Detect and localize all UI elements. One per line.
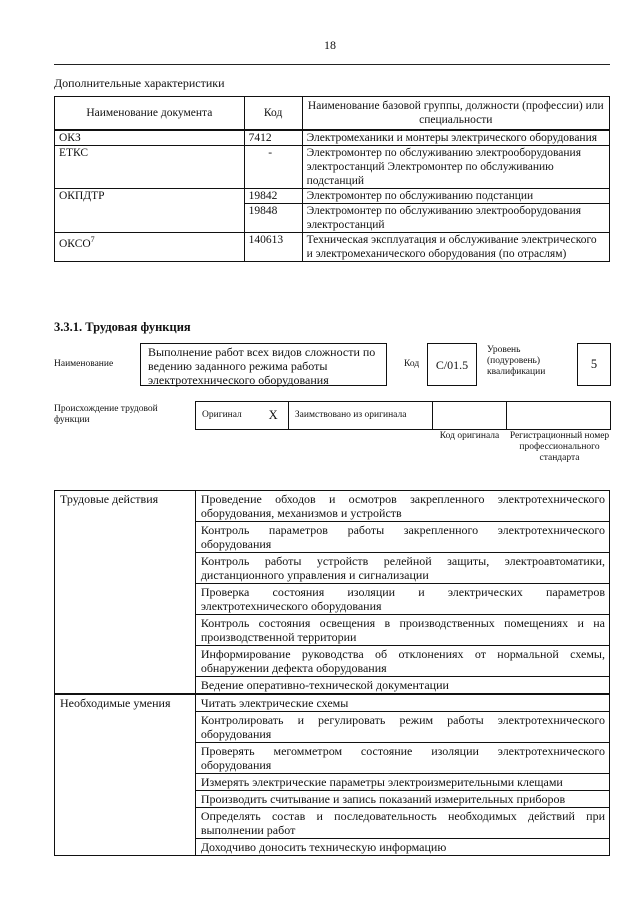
row-name: Электромонтер по обслуживанию электрооборудования электростанций (302, 204, 609, 233)
skills-label: Необходимые умения (55, 694, 196, 856)
skill: Контролировать и регулировать режим работы электротехнического оборудования (195, 712, 609, 743)
row-code: - (244, 146, 302, 189)
table-row (55, 130, 610, 146)
row-doc: ОКЗ (55, 130, 245, 146)
table-row (55, 233, 610, 262)
row-doc: ОКПДТР (55, 189, 245, 233)
row-code: 19848 (244, 204, 302, 233)
row-name: Электромонтер по обслуживанию подстанции (302, 189, 609, 204)
name-label: Наименование (54, 359, 114, 369)
row-code: 19842 (244, 189, 302, 204)
table-header-row (55, 97, 610, 131)
original-label: Оригинал (196, 402, 259, 430)
labor-action: Ведение оперативно-технической документации (195, 677, 609, 695)
origin-table (195, 401, 611, 430)
labor-action: Проверка состояния изоляции и электрических параметров электротехнического оборудования (195, 584, 609, 615)
skill: Измерять электрические параметры электроизмерительными клещами (195, 774, 609, 791)
row-code: 140613 (244, 233, 302, 262)
labor-action: Информирование руководства об отклонениях от нормальной схемы, обнаружении дефекта оборудования (195, 646, 609, 677)
level-box: 5 (577, 343, 611, 386)
original-mark: X (258, 402, 288, 430)
row-doc: ОКСО (59, 237, 91, 250)
labor-action: Контроль работы устройств релейной защиты, электроавтоматики, дистанционного управления и сигнализации (195, 553, 609, 584)
row-name: Электромонтер по обслуживанию электрооборудования электростанций Электромонтер по обслуживанию подстанций (302, 146, 609, 189)
function-code-box: С/01.5 (427, 343, 477, 386)
row-name: Техническая эксплуатация и обслуживание электрического и электромеханического оборудования (по отраслям) (302, 233, 609, 262)
header-group: Наименование базовой группы, должности (профессии) или специальности (302, 97, 609, 131)
row-name: Электромеханики и монтеры электрического оборудования (302, 130, 609, 146)
reg-number-caption: Регистрационный номер профессионального стандарта (509, 431, 610, 463)
code-label: Код (404, 359, 420, 369)
skill: Проверять мегомметром состояние изоляции электротехнического оборудования (195, 743, 609, 774)
table-row (55, 189, 610, 204)
borrowed-label: Заимствовано из оригинала (288, 402, 432, 430)
labor-action: Контроль параметров работы закрепленного электротехнического оборудования (195, 522, 609, 553)
table-row (55, 491, 610, 522)
skill: Производить считывание и запись показаний измерительных приборов (195, 791, 609, 808)
functions-table (54, 490, 610, 856)
section-title: 3.3.1. Трудовая функция (54, 320, 191, 334)
code-original-caption: Код оригинала (439, 431, 500, 441)
row-doc-okso (55, 233, 245, 262)
skill: Читать электрические схемы (195, 694, 609, 712)
page-number: 18 (324, 38, 336, 52)
labor-action: Проведение обходов и осмотров закрепленного электротехнического оборудования, механизмов и устройств (195, 491, 609, 522)
level-label: Уровень (подуровень) квалификации (487, 345, 546, 377)
additional-characteristics-title: Дополнительные характеристики (54, 76, 225, 90)
header-divider (54, 64, 610, 65)
table-row (55, 146, 610, 189)
row-code: 7412 (244, 130, 302, 146)
code-original-cell (432, 402, 507, 430)
header-doc-name: Наименование документа (55, 97, 245, 131)
skill: Определять состав и последовательность необходимых действий при выполнении работ (195, 808, 609, 839)
row-doc: ЕТКС (55, 146, 245, 189)
classification-table (54, 96, 610, 262)
table-row (55, 694, 610, 712)
function-name-box: Выполнение работ всех видов сложности по ведению заданного режима работы электротехнического оборудования (140, 343, 387, 386)
reg-number-cell (507, 402, 611, 430)
origin-label: Происхождение трудовой функции (54, 404, 158, 425)
labor-actions-label: Трудовые действия (55, 491, 196, 695)
skill: Доходчиво доносить техническую информацию (195, 839, 609, 856)
footnote-mark: 7 (90, 235, 95, 244)
header-code: Код (244, 97, 302, 131)
labor-action: Контроль состояния освещения в производственных помещениях и на производственной территории (195, 615, 609, 646)
